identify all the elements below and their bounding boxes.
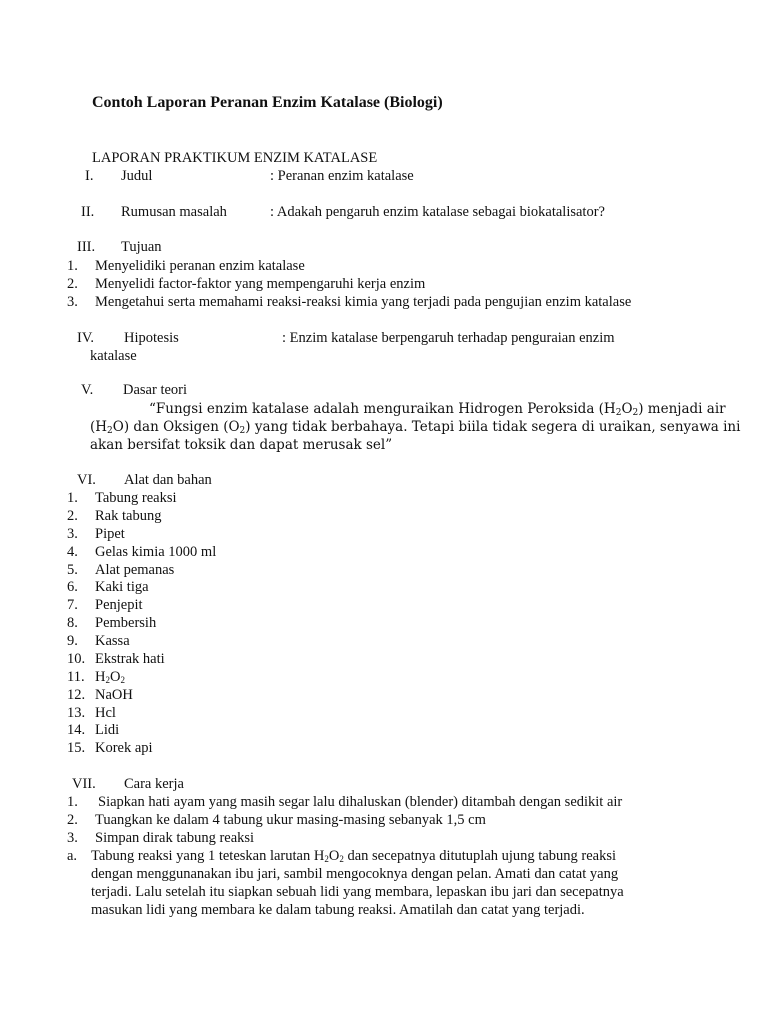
section-number: III. <box>77 239 96 255</box>
section-number: VI. <box>77 472 96 488</box>
list-number: 13. <box>67 705 86 721</box>
list-number: 14. <box>67 722 86 738</box>
section-label: Tujuan <box>121 239 162 255</box>
list-item: Kassa <box>95 633 130 649</box>
list-number: 12. <box>67 687 86 703</box>
list-item: Lidi <box>95 722 120 738</box>
list-number: 7. <box>67 597 78 613</box>
list-item: Pembersih <box>95 615 157 631</box>
list-item: Simpan dirak tabung reaksi <box>95 830 255 846</box>
list-number: 11. <box>67 669 85 685</box>
list-item: Alat pemanas <box>95 562 175 578</box>
theory-quote-line: “Fungsi enzim katalase adalah menguraikan Hidrogen Peroksida $(H_2O_2)$ menjadi air <box>149 401 726 418</box>
list-item: Hcl <box>95 705 116 721</box>
sub-step-letter: a. <box>67 848 78 864</box>
report-heading: LAPORAN PRAKTIKUM ENZIM KATALASE <box>92 150 378 166</box>
list-item: Menyelidi factor-faktor yang mempengaruhi kerja enzim <box>95 276 426 292</box>
section-value: : Enzim katalase berpengaruh terhadap penguraian enzim <box>282 330 615 346</box>
list-item: NaOH <box>95 687 133 703</box>
section-number: II. <box>81 204 95 220</box>
list-item: Gelas kimia 1000 ml <box>95 544 217 560</box>
list-item: Pipet <box>95 526 125 542</box>
list-item: Menyelidiki peranan enzim katalase <box>95 258 305 274</box>
section-number: V. <box>81 382 94 398</box>
sub-step-line: masukan lidi yang membara ke dalam tabung reaksi. Amatilah dan catat yang terjadi. <box>91 902 585 918</box>
list-number: 6. <box>67 579 78 595</box>
section-number: IV. <box>77 330 95 346</box>
list-number: 5. <box>67 562 78 578</box>
list-item: Tabung reaksi <box>95 490 177 506</box>
list-number: 1. <box>67 794 78 810</box>
section-value-continued: katalase <box>90 348 137 364</box>
theory-quote-line: $(H_2O)$ dan Oksigen $(O_2)$ yang tidak berbahaya. Tetapi biila tidak segera di uraikan, senyawa ini <box>90 419 741 436</box>
list-item: Kaki tiga <box>95 579 149 595</box>
list-number: 1. <box>67 258 78 274</box>
section-label: Alat dan bahan <box>124 472 212 488</box>
list-number: 9. <box>67 633 78 649</box>
sub-step-line: Tabung reaksi yang 1 teteskan larutan $H_2O_2$ dan secepatnya ditutuplah ujung tabung reaksi <box>91 848 617 864</box>
section-value: : Adakah pengaruh enzim katalase sebagai biokatalisator? <box>270 204 605 220</box>
list-number: 3. <box>67 830 78 846</box>
sub-step-line: terjadi. Lalu setelah itu siapkan sebuah lidi yang membara, lepaskan ibu jari dan secepatnya <box>91 884 624 900</box>
section-label: Rumusan masalah <box>121 204 227 220</box>
list-number: 15. <box>67 740 86 756</box>
list-item: Ekstrak hati <box>95 651 165 667</box>
list-item: Rak tabung <box>95 508 162 524</box>
list-item: Mengetahui serta memahami reaksi-reaksi kimia yang terjadi pada pengujian enzim katalase <box>95 294 632 310</box>
list-item: $H_2O_2$ <box>95 669 125 685</box>
list-number: 10. <box>67 651 86 667</box>
list-number: 1. <box>67 490 78 506</box>
list-number: 3. <box>67 294 78 310</box>
list-item: Siapkan hati ayam yang masih segar lalu dihaluskan (blender) ditambah dengan sedikit air <box>98 794 623 810</box>
list-item: Penjepit <box>95 597 143 613</box>
section-label: Cara kerja <box>124 776 184 792</box>
list-number: 2. <box>67 276 78 292</box>
list-number: 2. <box>67 508 78 524</box>
list-number: 2. <box>67 812 78 828</box>
section-label: Dasar teori <box>123 382 188 398</box>
list-item: Korek api <box>95 740 153 756</box>
list-number: 8. <box>67 615 78 631</box>
section-label: Judul <box>121 168 153 184</box>
list-number: 4. <box>67 544 78 560</box>
theory-quote-line: akan bersifat toksik dan dapat merusak sel” <box>90 437 393 453</box>
sub-step-line: dengan menggunanakan ibu jari, sambil mengocoknya dengan pelan. Amati dan catat yang <box>91 866 619 882</box>
list-item: Tuangkan ke dalam 4 tabung ukur masing-masing sebanyak 1,5 cm <box>95 812 486 828</box>
section-number: I. <box>85 168 94 184</box>
section-label: Hipotesis <box>124 330 179 346</box>
section-value: : Peranan enzim katalase <box>270 168 414 184</box>
document-title: Contoh Laporan Peranan Enzim Katalase (Biologi) <box>92 94 443 111</box>
list-number: 3. <box>67 526 78 542</box>
section-number: VII. <box>72 776 96 792</box>
